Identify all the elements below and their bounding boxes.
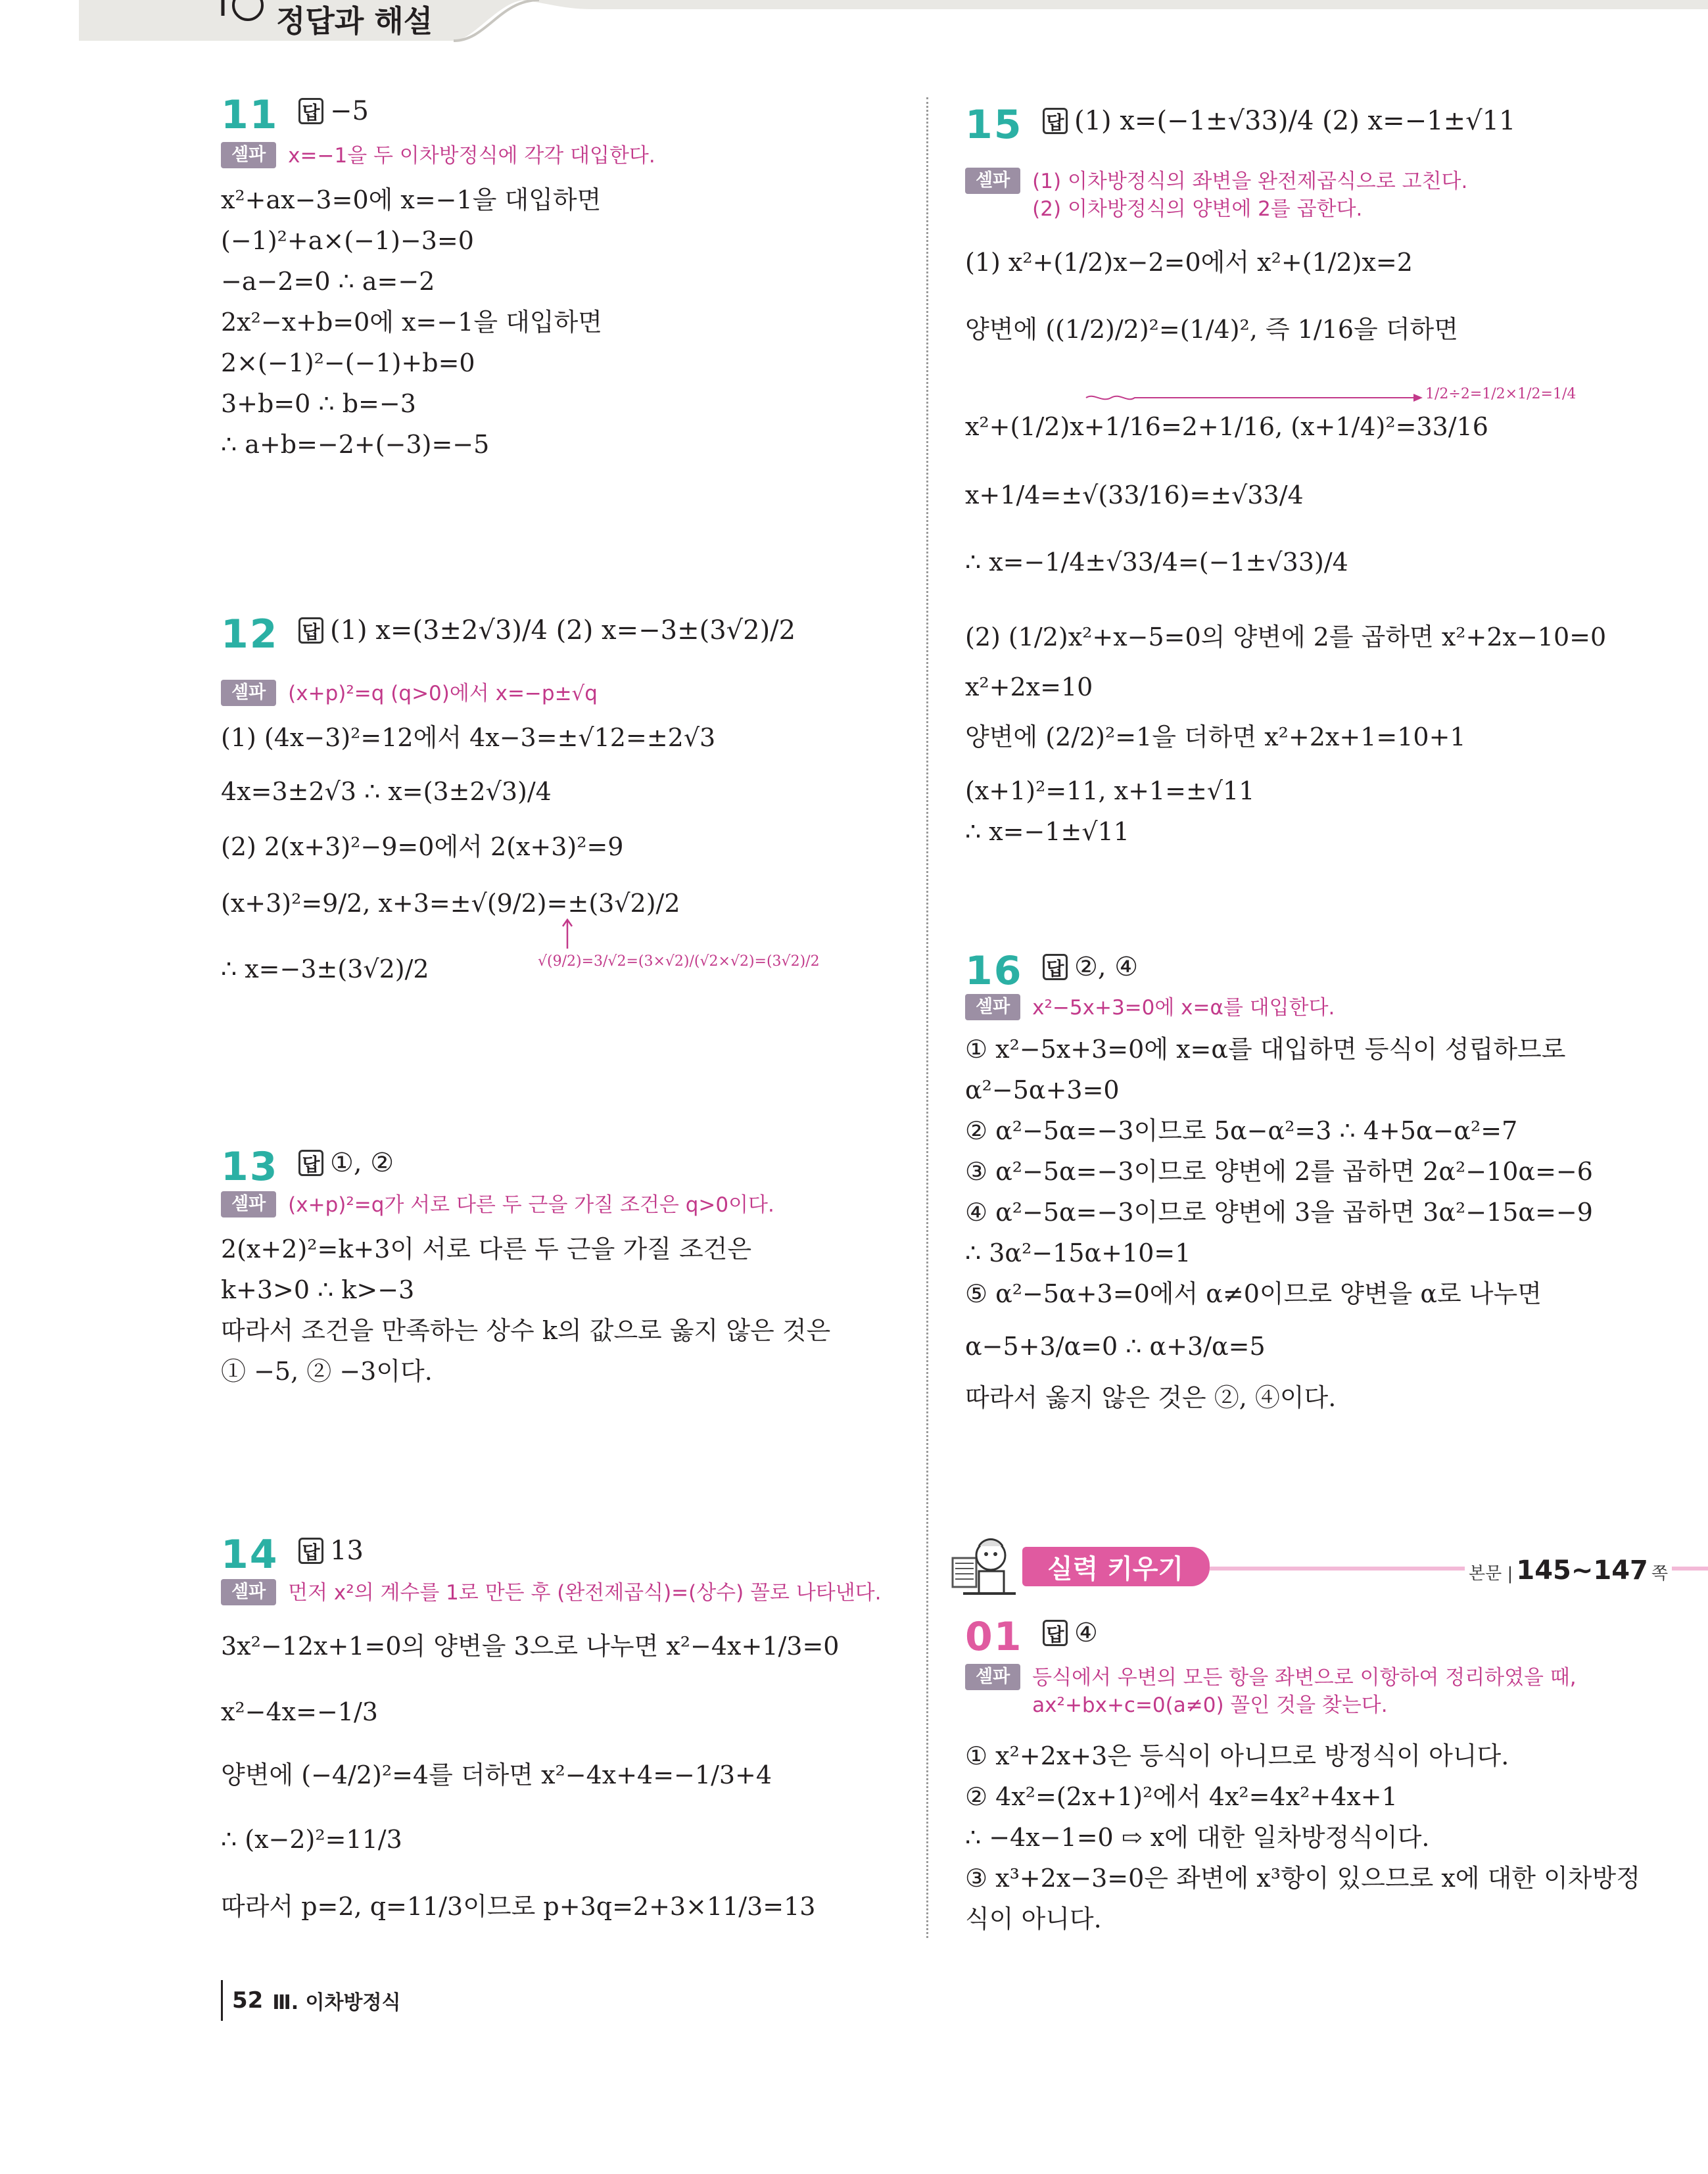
solution-line: k+3>0 ∴ k>−3 [221, 1275, 415, 1304]
hint-badge: 셀파 [221, 142, 276, 168]
problem-11 [221, 92, 878, 486]
side-note: √(9/2)=3/√2=(3×√2)/(√2×√2)=(3√2)/2 [538, 953, 820, 970]
solution-line: ④ α²−5α=−3이므로 양변에 3을 곱하면 3α²−15α=−9 [965, 1198, 1593, 1227]
solution-line: 3x²−12x+1=0의 양변을 3으로 나누면 x²−4x+1/3=0 [221, 1632, 840, 1661]
hint-badge: 셀파 [965, 168, 1020, 194]
page-footer [221, 1980, 400, 2021]
answer [298, 96, 369, 126]
solution-line: 따라서 옳지 않은 것은 ②, ④이다. [965, 1383, 1337, 1412]
answer [298, 1536, 364, 1566]
problem-number: 15 [965, 102, 1023, 148]
solution-line: 양변에 (−4/2)²=4를 더하면 x²−4x+4=−1/3+4 [221, 1760, 772, 1789]
note-pointer [1085, 391, 1453, 404]
hint-row [221, 142, 655, 170]
answer-value: (1) x=(−1±√33)/4 (2) x=−1±√11 [1074, 106, 1516, 136]
solution-line: ∴ x=−1±√11 [965, 817, 1129, 846]
hint-badge: 셀파 [965, 994, 1020, 1020]
logo-icon [214, 0, 266, 29]
page-number: 52 [232, 1987, 264, 2014]
solution-line: ③ x³+2x−3=0은 좌변에 x³항이 있으므로 x에 대한 이차방정 [965, 1864, 1640, 1893]
solution-line: (2) 2(x+3)²−9=0에서 2(x+3)²=9 [221, 832, 624, 861]
answer [1043, 1618, 1098, 1648]
solution-line: α−5+3/α=0 ∴ α+3/α=5 [965, 1332, 1266, 1361]
answer [298, 1148, 394, 1178]
problem-number: 01 [965, 1614, 1023, 1660]
solution-line: ⑤ α²−5α+3=0에서 α≠0이므로 양변을 α로 나누면 [965, 1279, 1542, 1308]
answer-value: 13 [330, 1536, 364, 1566]
answer-value: (1) x=(3±2√3)/4 (2) x=−3±(3√2)/2 [330, 615, 796, 646]
problem-15 [965, 102, 1655, 858]
solution-line: 따라서 조건을 만족하는 상수 k의 값으로 옳지 않은 것은 [221, 1316, 831, 1345]
answer-value: −5 [330, 96, 369, 126]
hint-badge: 셀파 [221, 680, 276, 706]
hint-row [221, 1191, 774, 1219]
solution-line: ① x²−5x+3=0에 x=α를 대입하면 등식이 성립하므로 [965, 1035, 1566, 1064]
problem-number: 16 [965, 948, 1023, 994]
solution-line: (2) (1/2)x²+x−5=0의 양변에 2를 곱하면 x²+2x−10=0 [965, 623, 1607, 651]
solution-line: −a−2=0 ∴ a=−2 [221, 267, 435, 296]
hint-badge: 셀파 [965, 1664, 1020, 1690]
solution-line: x²+2x=10 [965, 673, 1093, 701]
problem-01 [965, 1614, 1655, 1949]
hint-text: (x+p)²=q (q>0)에서 x=−p±√q [288, 682, 598, 705]
answer-value: ①, ② [330, 1148, 394, 1178]
solution-line: (−1)²+a×(−1)−3=0 [221, 226, 474, 255]
solution-line: 양변에 (2/2)²=1을 더하면 x²+2x+1=10+1 [965, 722, 1466, 751]
hint-row [965, 168, 1467, 223]
solution-line: 2x²−x+b=0에 x=−1을 대입하면 [221, 308, 602, 337]
hint-badge: 셀파 [221, 1191, 276, 1217]
answer-badge: 답 [1043, 954, 1068, 980]
solution-line: ③ α²−5α=−3이므로 양변에 2를 곱하면 2α²−10α=−6 [965, 1157, 1593, 1186]
solution-line: ∴ (x−2)²=11/3 [221, 1825, 402, 1854]
solution-line: 따라서 p=2, q=11/3이므로 p+3q=2+3×11/3=13 [221, 1892, 816, 1921]
problem-number: 12 [221, 611, 279, 657]
solution-line: ② 4x²=(2x+1)²에서 4x²=4x²+4x+1 [965, 1782, 1398, 1811]
hint-text: (1) 이차방정식의 좌변을 완전제곱식으로 고친다. (2) 이차방정식의 양변에 2를 곱한다. [1032, 170, 1468, 221]
problem-14 [221, 1532, 911, 1939]
solution-line: α²−5α+3=0 [965, 1075, 1120, 1104]
answer-badge: 답 [1043, 108, 1068, 134]
problem-12 [221, 611, 905, 1019]
problem-13 [221, 1144, 878, 1407]
hint-row [965, 1664, 1577, 1719]
reference-pages: 145~147 [1516, 1555, 1648, 1586]
solution-line: x²−4x=−1/3 [221, 1697, 378, 1726]
hint-row [221, 1579, 881, 1607]
solution-line: ∴ −4x−1=0 ⇨ x에 대한 일차방정식이다. [965, 1823, 1430, 1852]
hint-text: 먼저 x²의 계수를 1로 만든 후 (완전제곱식)=(상수) 꼴로 나타낸다. [288, 1581, 882, 1605]
answer [298, 615, 795, 646]
header-title: 정답과 해설 [276, 3, 433, 39]
solution-line: (x+1)²=11, x+1=±√11 [965, 776, 1255, 805]
solution-line: 식이 아니다. [965, 1904, 1102, 1933]
hint-text: 등식에서 우변의 모든 항을 좌변으로 이항하여 정리하였을 때, ax²+bx+c=0(a≠0) 꼴인 것을 찾는다. [1032, 1666, 1577, 1717]
solution-line: ① −5, ② −3이다. [221, 1357, 433, 1386]
solution-line: 2×(−1)²−(−1)+b=0 [221, 348, 475, 377]
hint-row [221, 680, 598, 707]
solution-line: 4x=3±2√3 ∴ x=(3±2√3)/4 [221, 777, 552, 806]
solution-line: ① x²+2x+3은 등식이 아니므로 방정식이 아니다. [965, 1741, 1509, 1770]
solution-line: ∴ x=−1/4±√33/4=(−1±√33)/4 [965, 548, 1348, 577]
answer-badge: 답 [298, 617, 323, 644]
banner-title: 실력 키우기 [1022, 1547, 1210, 1586]
problem-number: 14 [221, 1532, 279, 1578]
solution-line: ∴ x=−3±(3√2)/2 [221, 955, 429, 983]
solution-line: (x+3)²=9/2, x+3=±√(9/2)=±(3√2)/2 [221, 889, 680, 918]
answer-value: ④ [1074, 1618, 1098, 1648]
page-reference [1465, 1555, 1672, 1586]
hint-row [965, 994, 1335, 1022]
answer-badge: 답 [298, 1538, 323, 1564]
arrow-icon [561, 917, 574, 950]
answer-value: ②, ④ [1074, 952, 1139, 982]
side-note: 1/2÷2=1/2×1/2=1/4 [1425, 386, 1577, 402]
solution-line: 3+b=0 ∴ b=−3 [221, 389, 416, 418]
hint-text: (x+p)²=q가 서로 다른 두 근을 가질 조건은 q>0이다. [288, 1193, 774, 1217]
solution-line: x²+ax−3=0에 x=−1을 대입하면 [221, 185, 602, 214]
solution-line: x+1/4=±√(33/16)=±√33/4 [965, 481, 1304, 509]
answer-badge: 답 [298, 1150, 323, 1176]
solution-line: ∴ 3α²−15α+10=1 [965, 1239, 1191, 1267]
problem-number: 13 [221, 1144, 279, 1190]
solution-line: (1) x²+(1/2)x−2=0에서 x²+(1/2)x=2 [965, 248, 1413, 277]
answer-badge: 답 [298, 98, 323, 124]
answer [1043, 952, 1138, 982]
chapter-title: Ⅲ. 이차방정식 [272, 1991, 401, 2014]
problem-16 [965, 948, 1655, 1428]
solution-line: x²+(1/2)x+1/16=2+1/16, (x+1/4)²=33/16 [965, 412, 1488, 441]
solution-line: 2(x+2)²=k+3이 서로 다른 두 근을 가질 조건은 [221, 1235, 752, 1264]
reference-suffix: 쪽 [1651, 1564, 1669, 1584]
hint-text: x=−1을 두 이차방정식에 각각 대입한다. [288, 144, 655, 168]
hint-badge: 셀파 [221, 1579, 276, 1605]
problem-number: 11 [221, 92, 279, 138]
column-divider [926, 97, 928, 1938]
answer [1043, 106, 1515, 136]
solution-line: (1) (4x−3)²=12에서 4x−3=±√12=±2√3 [221, 723, 716, 752]
hint-text: x²−5x+3=0에 x=α를 대입한다. [1032, 996, 1335, 1020]
solution-line: ② α²−5α=−3이므로 5α−α²=3 ∴ 4+5α−α²=7 [965, 1116, 1518, 1145]
answer-badge: 답 [1043, 1620, 1068, 1646]
reference-label: 본문 | [1469, 1564, 1513, 1584]
solution-line: ∴ a+b=−2+(−3)=−5 [221, 430, 490, 459]
page-header [0, 0, 1708, 46]
solution-line: 양변에 ((1/2)/2)²=(1/4)², 즉 1/16을 더하면 [965, 315, 1458, 344]
